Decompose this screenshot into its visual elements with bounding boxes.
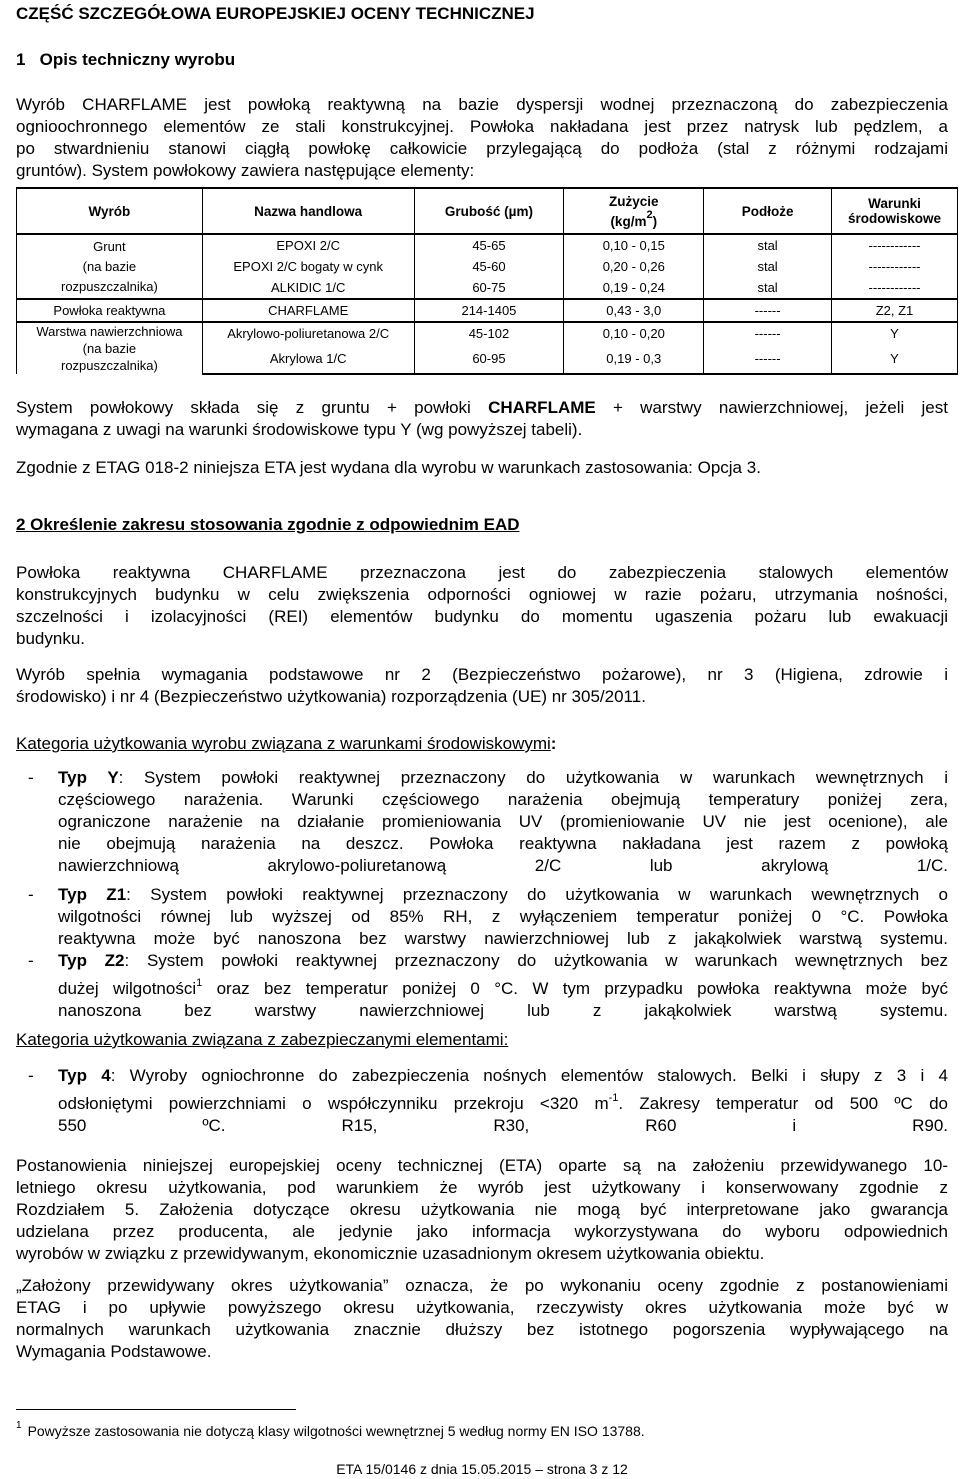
cell-thickness: 214-1405 [414, 299, 564, 322]
intended-use-paragraph [16, 562, 948, 650]
cell-substrate: stal [704, 256, 832, 277]
cell-thickness: 45-60 [414, 256, 564, 277]
group-primer-l1: Grunt [93, 238, 126, 254]
group-topcoat-l1: Warstwa nawierzchniowa [36, 324, 183, 339]
cell-consumption: 0,10 - 0,20 [564, 322, 704, 344]
cell-substrate: ------ [704, 344, 832, 374]
product-name: CHARFLAME [488, 398, 596, 417]
text-line [58, 767, 948, 789]
cell-thickness: 60-95 [414, 344, 564, 374]
header-conditions [832, 188, 958, 234]
footnote-mark: 1 [16, 1420, 22, 1431]
table-row [17, 299, 958, 322]
text-line [58, 972, 948, 1000]
footnote [16, 1420, 645, 1439]
text-line: Zgodnie z ETAG 018-2 niniejsza ETA jest wydana dla wyrobu w warunkach zastosowania: Opcja 3. [16, 458, 761, 477]
group-topcoat-l2: (na bazie [82, 341, 137, 356]
section-2-heading [16, 514, 948, 536]
category-colon: : [550, 734, 557, 753]
text-line: środowisko) i nr 4 (Bezpieczeństwo użytkowania) rozporządzenia (UE) nr 305/2011. [16, 687, 646, 706]
text-line: ograniczone narażenie na działanie promieniowania UV (promieniowanie UV nie jest ocenione), ale [58, 812, 948, 831]
text-line: wyrobów w związku z przewidywanym, ekonomicznie uzasadnionym okresem użytkowania obiektu. [16, 1244, 765, 1263]
text-line: ognioochronnego elementów ze stali konstrukcyjnej. Powłoka nakładana jest przez natrysk lub pędzlem, a [16, 117, 948, 136]
section-1-heading: 1 Opis techniczny wyrobu [16, 50, 236, 69]
header-consumption [564, 188, 704, 234]
text-line: normalnych warunkach użytkowania znacznie dłuższy bez istotnego pogorszenia wypływającego na [16, 1320, 948, 1339]
list-item-type-y [16, 767, 948, 877]
category-environment-heading [16, 733, 948, 755]
footnote-text: Powyższe zastosowania nie dotyczą klasy wilgotności wewnętrznej 5 według normy EN ISO 13788. [27, 1423, 645, 1439]
text-span: odsłoniętymi powierzchniami o współczynniku przekroju <320 m [58, 1094, 609, 1113]
cell-name: CHARFLAME [202, 299, 414, 322]
cell-consumption: 0,19 - 0,24 [564, 277, 704, 299]
text-span: dużej wilgotności [58, 979, 197, 998]
cell-name: Akrylowo-poliuretanowa 2/C [202, 322, 414, 344]
header-thickness: Grubość (µm) [414, 188, 564, 234]
cell-conditions: ------------ [832, 256, 958, 277]
basic-requirements-paragraph [16, 664, 948, 708]
header-trade-name: Nazwa handlowa [202, 188, 414, 234]
text-line [58, 950, 948, 972]
cell-consumption: 0,43 - 3,0 [564, 299, 704, 322]
table-row [17, 322, 958, 344]
cell-name: ALKIDIC 1/C [202, 277, 414, 299]
type-label: Typ Z1 [58, 885, 127, 904]
text-line: częściowego narażenia. Warunki częściowego narażenia obejmują temperatury poniżej zera, [58, 790, 948, 809]
text-line: szczelności i izolacyjności (REI) elementów budynku do momentu ugaszenia pożaru lub ewakuacji [16, 607, 948, 626]
header-consumption-l1: Zużycie [609, 193, 659, 209]
cell-conditions: ------------ [832, 277, 958, 299]
header-consumption-sup: 2 [646, 208, 653, 221]
cell-consumption: 0,20 - 0,26 [564, 256, 704, 277]
text-line: Wyrób CHARFLAME jest powłoką reaktywną na bazie dyspersji wodnej przeznaczoną do zabezpieczenia [16, 95, 948, 114]
cell-thickness: 45-102 [414, 322, 564, 344]
working-life-paragraph [16, 1155, 948, 1265]
text-line: reaktywna może być nanoszona bez warstwy nawierzchniowej lub z jakąkolwiek warstwą systemu. [58, 929, 948, 948]
cell-conditions: Z2, Z1 [832, 299, 958, 322]
group-reactive-cell: Powłoka reaktywna [17, 299, 203, 322]
environment-types-list [16, 767, 948, 1022]
text-line: udzielana przez producenta, ale jedynie jako informacja wykorzystywana do wyboru odpowiednich [16, 1222, 948, 1241]
dash-bullet: - [28, 951, 34, 970]
group-primer-cell [17, 234, 203, 299]
cell-thickness: 60-75 [414, 277, 564, 299]
text-line [58, 1087, 948, 1115]
cell-substrate: ------ [704, 299, 832, 322]
text-span: + warstwy nawierzchniowej, jeżeli jest [595, 398, 948, 417]
text-line: po stwardnieniu stanowi ciągłą powłokę całkowicie przylegającą do podłoża (stal z różnymi rodzajami [16, 139, 948, 158]
cell-conditions: ------------ [832, 234, 958, 256]
dash-bullet: - [28, 1066, 34, 1085]
text-span: : System powłoki reaktywnej przeznaczony do użytkowania w warunkach wewnętrznych bez [124, 951, 948, 970]
text-line: Wyrób spełnia wymagania podstawowe nr 2 (Bezpieczeństwo pożarowe), nr 3 (Higiena, zdrowie i [16, 665, 948, 684]
type-label: Typ 4 [58, 1066, 111, 1085]
section-1-intro [16, 94, 948, 182]
text-line: 550 ºC. R15, R30, R60 i R90. [58, 1116, 948, 1135]
text-line: gruntów). System powłokowy zawiera następujące elementy: [16, 161, 475, 180]
category-elements-heading [16, 1029, 948, 1051]
cell-thickness: 45-65 [414, 234, 564, 256]
page-footer: ETA 15/0146 z dnia 15.05.2015 – strona 3 z 12 [336, 1461, 628, 1477]
element-types-list [16, 1065, 948, 1137]
text-line: letniego okresu użytkowania, pod warunkiem że wyrób jest użytkowany i konserwowany zgodnie z [16, 1178, 948, 1197]
text-line: nawierzchniową akrylowo-poliuretanową 2/C lub akrylową 1/C. [58, 856, 948, 875]
etag-option-paragraph [16, 457, 948, 479]
text-line: Postanowienia niniejszej europejskiej oceny technicznej (ETA) oparte są na założeniu przewidywanego 10- [16, 1156, 948, 1175]
text-span: : System powłoki reaktywnej przeznaczony do użytkowania w warunkach wewnętrznych o [126, 885, 948, 904]
section-2-title: 2 Określenie zakresu stosowania zgodnie z odpowiednim EAD [16, 515, 520, 534]
text-line [16, 397, 948, 419]
text-line [16, 733, 948, 755]
text-line: konstrukcyjnych budynku w celu zwiększenia odporności ogniowej w razie pożaru, utrzymania nośności, [16, 585, 948, 604]
group-topcoat-l3: rozpuszczalnika) [60, 358, 158, 373]
text-span: : System powłoki reaktywnej przeznaczony do użytkowania w warunkach wewnętrznych i [118, 768, 949, 787]
cell-name: EPOXI 2/C [202, 234, 414, 256]
text-span: oraz bez temperatur poniżej 0 °C. W tym przypadku powłoka reaktywna może być [202, 979, 949, 998]
group-topcoat-cell [17, 322, 203, 374]
system-components-table [16, 187, 958, 375]
text-line [58, 884, 948, 906]
text-line: Powłoka reaktywna CHARFLAME przeznaczona jest do zabezpieczenia stalowych elementów [16, 563, 948, 582]
system-composition-paragraph [16, 397, 948, 441]
header-consumption-l2: (kg/m [610, 213, 647, 229]
list-item-type-z2 [16, 950, 948, 1022]
text-line: nanoszona bez warstwy nawierzchniowej lub z jakąkolwiek warstwą systemu. [58, 1001, 948, 1020]
text-line: Rozdziałem 5. Założenia dotyczące okresu użytkowania nie mogą być interpretowane jako gwarancja [16, 1200, 948, 1219]
cell-substrate: stal [704, 234, 832, 256]
list-item-type-z1 [16, 884, 948, 950]
exponent: -1 [608, 1092, 619, 1104]
cell-conditions: Y [832, 322, 958, 344]
text-line: nie obejmują narażenia na deszcz. Powłoka reaktywna nakładana jest razem z powłoką [58, 834, 948, 853]
cell-consumption: 0,10 - 0,15 [564, 234, 704, 256]
header-substrate: Podłoże [704, 188, 832, 234]
header-consumption-end: ) [652, 213, 658, 229]
footnote-divider [16, 1409, 296, 1410]
text-span: . Zakresy temperatur od 500 ºC do [618, 1094, 948, 1113]
header-conditions-l2: środowiskowe [847, 211, 942, 226]
list-item-type-4 [16, 1065, 948, 1137]
header-conditions-l1: Warunki [868, 196, 921, 211]
cell-consumption: 0,19 - 0,3 [564, 344, 704, 374]
document-title: CZĘŚĆ SZCZEGÓŁOWA EUROPEJSKIEJ OCENY TECHNICZNEJ [16, 4, 535, 23]
cell-substrate: stal [704, 277, 832, 299]
text-line: Wymagania Podstawowe. [16, 1342, 212, 1361]
text-line: wymagana z uwagi na warunki środowiskowe typu Y (wg powyższej tabeli). [16, 420, 583, 439]
text-line: „Założony przewidywany okres użytkowania” oznacza, że po wykonaniu oceny zgodnie z postanowieniami [16, 1276, 948, 1295]
cell-name: Akrylowa 1/C [202, 344, 414, 374]
assumed-life-paragraph [16, 1275, 948, 1363]
table-row [17, 234, 958, 256]
category-elements-title: Kategoria użytkowania związana z zabezpieczanymi elementami: [16, 1030, 509, 1049]
dash-bullet: - [28, 885, 34, 904]
category-environment-title: Kategoria użytkowania wyrobu związana z warunkami środowiskowymi [16, 734, 551, 753]
header-product: Wyrób [17, 188, 203, 234]
text-span: System powłokowy składa się z gruntu + powłoki [16, 398, 489, 417]
text-line: budynku. [16, 629, 85, 648]
group-primer-l3: rozpuszczalnika) [60, 278, 158, 294]
text-line: ETAG i po upływie powyższego okresu użytkowania, rzeczywisty okres użytkowania może być w [16, 1298, 948, 1317]
type-label: Typ Z2 [58, 951, 125, 970]
dash-bullet: - [28, 768, 34, 787]
cell-substrate: ------ [704, 322, 832, 344]
text-line: wilgotności równej lub wyższej od 85% RH, z wyłączeniem temperatur poniżej 0 °C. Powłoka [58, 907, 948, 926]
group-primer-l2: (na bazie [82, 258, 137, 274]
text-span: : Wyroby ogniochronne do zabezpieczenia nośnych elementów stalowych. Belki i słupy z 3 i 4 [110, 1066, 949, 1085]
text-line [58, 1065, 948, 1087]
table-header-row [17, 188, 958, 234]
cell-name: EPOXI 2/C bogaty w cynk [202, 256, 414, 277]
type-label: Typ Y [58, 768, 119, 787]
footnote-reference: 1 [196, 977, 203, 989]
cell-conditions: Y [832, 344, 958, 374]
